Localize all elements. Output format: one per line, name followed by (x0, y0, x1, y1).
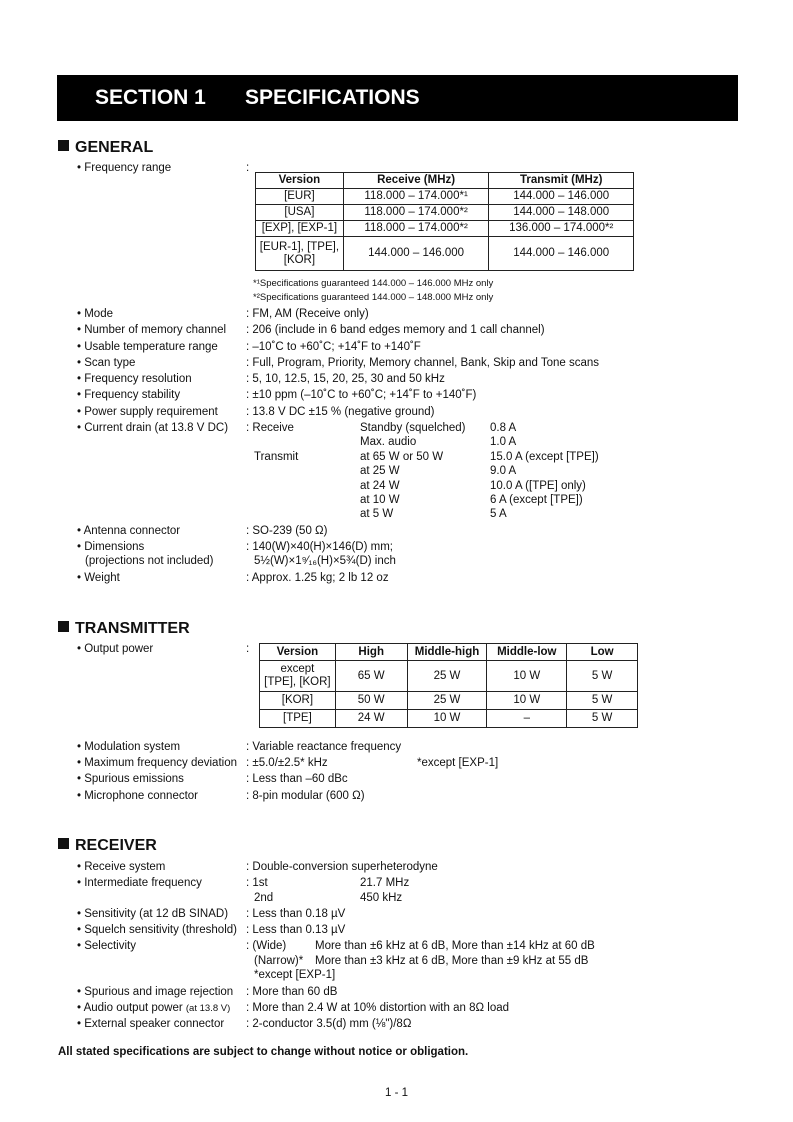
spec-label: • Usable temperature range (77, 341, 218, 353)
section-title: SPECIFICATIONS (245, 86, 420, 109)
receive-system-value: : Double-conversion superheterodyne (246, 861, 438, 873)
spec-label: • Number of memory channel (77, 324, 227, 336)
power-table-cell: 5 W (567, 661, 638, 692)
section-header-bar (57, 75, 738, 121)
selectivity-wide-value: More than ±6 kHz at 6 dB, More than ±14 kHz at 60 dB (315, 940, 595, 952)
if-value: 450 kHz (360, 892, 403, 904)
footnote-2: *²Specifications guaranteed 144.000 – 148.000 MHz only (253, 292, 494, 303)
power-table-cell: 25 W (407, 661, 487, 692)
disclaimer: All stated specifications are subject to change without notice or obligation. (58, 1046, 469, 1058)
spec-value: : –10˚C to +60˚C; +14˚F to +140˚F (246, 341, 421, 353)
freq-table-cell: [EXP], [EXP-1] (256, 221, 344, 237)
if-stage: 2nd (254, 892, 274, 904)
freq-table-cell: [USA] (256, 205, 344, 221)
freq-table-cell: 136.000 – 174.000*² (489, 221, 634, 237)
spec-value: : Variable reactance frequency (246, 741, 402, 753)
current-drain-condition: at 5 W (360, 508, 394, 520)
weight-value: : Approx. 1.25 kg; 2 lb 12 oz (246, 572, 389, 584)
freq-table-cell: 118.000 – 174.000*² (343, 221, 489, 237)
ext-speaker-value: : 2-conductor 3.5(d) mm (⅛")/8Ω (246, 1018, 412, 1030)
antenna-label: • Antenna connector (77, 525, 181, 537)
dimensions-label: • Dimensions (77, 541, 145, 553)
receive-system-label: • Receive system (77, 861, 166, 873)
sensitivity-label: • Sensitivity (at 12 dB SINAD) (77, 908, 229, 920)
current-drain-mode: Transmit (254, 451, 299, 463)
current-drain-condition: at 25 W (360, 465, 400, 477)
selectivity-narrow-label: (Narrow)* (254, 955, 304, 967)
current-drain-condition: Standby (squelched) (360, 422, 466, 434)
freq-table-header: Transmit (MHz) (489, 173, 634, 189)
spec-value: : Full, Program, Priority, Memory channel, Bank, Skip and Tone scans (246, 357, 600, 369)
squelch-label: • Squelch sensitivity (threshold) (77, 924, 237, 936)
current-drain-label: • Current drain (at 13.8 V DC) (77, 422, 229, 434)
audio-output-label: • Audio output power (at 13.8 V) (77, 1002, 231, 1014)
power-table-header: Version (260, 644, 336, 661)
weight-label: • Weight (77, 572, 120, 584)
audio-output-value: : More than 2.4 W at 10% distortion with an 8Ω load (246, 1002, 510, 1014)
spec-label: • Frequency stability (77, 389, 181, 401)
power-table-cell: 50 W (335, 692, 407, 710)
receiver-heading: RECEIVER (58, 837, 157, 855)
output-power-colon: : (246, 643, 250, 655)
squelch-value: : Less than 0.13 µV (246, 924, 346, 936)
spec-value: : 13.8 V DC ±15 % (negative ground) (246, 406, 435, 418)
power-table-cell: 5 W (567, 692, 638, 710)
power-table-cell: 10 W (407, 710, 487, 728)
footnote-1: *¹Specifications guaranteed 144.000 – 146.000 MHz only (253, 278, 494, 289)
section-number: SECTION 1 (95, 86, 206, 109)
current-drain-mode: : Receive (246, 422, 294, 434)
spec-label: • Microphone connector (77, 790, 199, 802)
output-power-table (259, 643, 638, 728)
selectivity-note: *except [EXP-1] (254, 969, 336, 981)
spec-value: : FM, AM (Receive only) (246, 308, 369, 320)
current-drain-condition: Max. audio (360, 436, 417, 448)
current-drain-value: 9.0 A (490, 465, 517, 477)
power-table-cell: [TPE] (260, 710, 336, 728)
spec-value: : ±5.0/±2.5* kHz (246, 757, 328, 769)
spec-value: : 5, 10, 12.5, 15, 20, 25, 30 and 50 kHz (246, 373, 445, 385)
spec-label: • Power supply requirement (77, 406, 218, 418)
freq-table-cell: 144.000 – 146.000 (489, 237, 634, 271)
power-table-cell: [KOR] (260, 692, 336, 710)
current-drain-condition: at 65 W or 50 W (360, 451, 444, 463)
freq-table-cell: 118.000 – 174.000*² (343, 205, 489, 221)
current-drain-value: 6 A (except [TPE]) (490, 494, 583, 506)
freq-table-cell: [EUR-1], [TPE], [KOR] (256, 237, 344, 271)
ext-speaker-label: • External speaker connector (77, 1018, 225, 1030)
current-drain-value: 15.0 A (except [TPE]) (490, 451, 599, 463)
spec-note: *except [EXP-1] (417, 757, 499, 769)
current-drain-value: 5 A (490, 508, 507, 520)
if-value: 21.7 MHz (360, 877, 410, 889)
sensitivity-value: : Less than 0.18 µV (246, 908, 346, 920)
square-bullet-icon (58, 140, 69, 151)
power-table-cell: 24 W (335, 710, 407, 728)
selectivity-wide-label: : (Wide) (246, 940, 287, 952)
freq-table-cell: 144.000 – 146.000 (343, 237, 489, 271)
power-table-cell: 5 W (567, 710, 638, 728)
spec-label: • Spurious emissions (77, 773, 184, 785)
selectivity-narrow-value: More than ±3 kHz at 6 dB, More than ±9 kHz at 55 dB (315, 955, 589, 967)
dimensions-value: : 140(W)×40(H)×146(D) mm; (246, 541, 393, 553)
freq-table-cell: 144.000 – 148.000 (489, 205, 634, 221)
antenna-value: : SO-239 (50 Ω) (246, 525, 328, 537)
power-table-header: Low (567, 644, 638, 661)
if-label: • Intermediate frequency (77, 877, 202, 889)
freq-table-header: Version (256, 173, 344, 189)
power-table-header: High (335, 644, 407, 661)
power-table-cell: 25 W (407, 692, 487, 710)
spurious-value: : More than 60 dB (246, 986, 338, 998)
freq-table-header: Receive (MHz) (343, 173, 489, 189)
current-drain-value: 1.0 A (490, 436, 517, 448)
power-table-cell: 65 W (335, 661, 407, 692)
power-table-cell: 10 W (487, 661, 567, 692)
power-table-header: Middle-low (487, 644, 567, 661)
square-bullet-icon (58, 621, 69, 632)
spec-label: • Modulation system (77, 741, 181, 753)
current-drain-value: 0.8 A (490, 422, 517, 434)
freq-table-cell: 118.000 – 174.000*¹ (343, 189, 489, 205)
if-stage: : 1st (246, 877, 268, 889)
square-bullet-icon (58, 838, 69, 849)
power-table-cell: – (487, 710, 567, 728)
spec-value: : 8-pin modular (600 Ω) (246, 790, 365, 802)
selectivity-label: • Selectivity (77, 940, 136, 952)
power-table-header: Middle-high (407, 644, 487, 661)
spec-label: • Scan type (77, 357, 136, 369)
transmitter-heading: TRANSMITTER (58, 620, 190, 638)
frequency-range-label: • Frequency range (77, 162, 172, 174)
output-power-label: • Output power (77, 643, 154, 655)
dimensions-note: (projections not included) (85, 555, 214, 567)
spec-value: : 206 (include in 6 band edges memory and 1 call channel) (246, 324, 545, 336)
spurious-label: • Spurious and image rejection (77, 986, 234, 998)
current-drain-condition: at 24 W (360, 480, 400, 492)
current-drain-condition: at 10 W (360, 494, 400, 506)
page-number: 1 - 1 (385, 1087, 409, 1099)
power-table-cell: except [TPE], [KOR] (260, 661, 336, 692)
frequency-table (255, 172, 634, 271)
spec-label: • Maximum frequency deviation (77, 757, 237, 769)
spec-value: : Less than –60 dBc (246, 773, 348, 785)
freq-table-cell: 144.000 – 146.000 (489, 189, 634, 205)
frequency-range-colon: : (246, 162, 250, 174)
spec-label: • Frequency resolution (77, 373, 192, 385)
power-table-cell: 10 W (487, 692, 567, 710)
freq-table-cell: [EUR] (256, 189, 344, 205)
spec-label: • Mode (77, 308, 113, 320)
dimensions-inch: 5½(W)×1⁹⁄₁₆(H)×5¾(D) inch (254, 555, 396, 567)
spec-value: : ±10 ppm (–10˚C to +60˚C; +14˚F to +140˚F) (246, 389, 477, 401)
general-heading: GENERAL (58, 139, 153, 157)
current-drain-value: 10.0 A ([TPE] only) (490, 480, 586, 492)
